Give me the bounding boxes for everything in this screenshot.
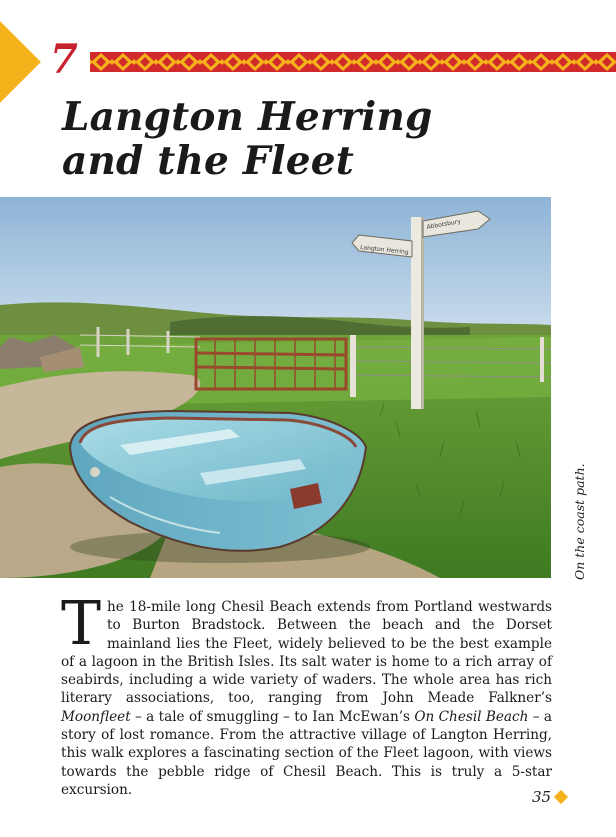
page-title [62, 95, 432, 183]
coast-path-photo [0, 197, 551, 578]
ornament-band [90, 52, 616, 72]
diamond-pattern-icon [90, 52, 616, 72]
page-title-line-1: Langton Herring [62, 94, 433, 140]
intro-text-part-2: – a tale of smuggling – to Ian McEwan’s [130, 708, 415, 725]
chapter-number: 7 [50, 36, 78, 83]
book-title-on-chesil-beach: On Chesil Beach [414, 708, 529, 725]
intro-text-part-3: – a story of lost romance. From the attractive village of Langton Herring, this walk explores a fascinating section of the Fleet lagoon, with views towards the pebble ridge of Chesil Beach. This is truly a 5-star excursion. [61, 708, 553, 798]
page-title-line-2: and the Fleet [62, 138, 354, 184]
photo-caption: On the coast path. [572, 463, 587, 580]
drop-cap: T [61, 589, 102, 659]
page-number: 35 [532, 788, 552, 806]
corner-diamond-decoration [0, 11, 41, 113]
page-number-diamond-icon [554, 790, 568, 804]
intro-text-part-1: he 18-mile long Chesil Beach extends from Portland westwards to Burton Bradstock. Between the beach and the Dorset mainland lies the Fleet, widely believed to be the best example of a lagoon in the British Isles. Its salt water is home to a rich array of seabirds, including a wide variety of waders. The whole area has rich literary associations, too, ranging from John Meade Falkner’s [61, 599, 552, 707]
photo-coast-path-icon [0, 197, 551, 578]
signpost-arm-right-label: Abbotsbury [426, 218, 462, 231]
signpost-arm-left-label: Langton Herring [359, 244, 409, 257]
book-title-moonfleet: Moonfleet [61, 708, 131, 725]
intro-paragraph [61, 589, 553, 799]
